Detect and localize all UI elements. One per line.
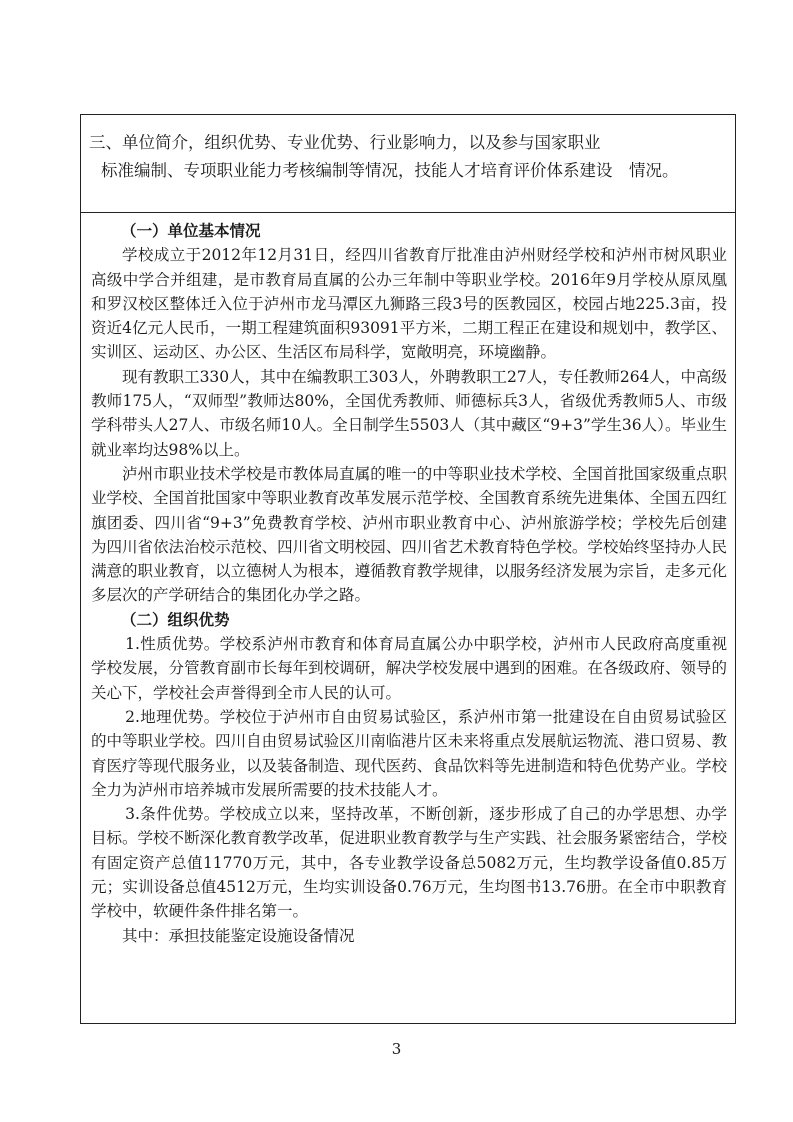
section-1-paragraph-3: 泸州市职业技术学校是市教体局直属的唯一的中等职业技术学校、全国首批国家级重点职业学校、全国首批国家中等职业教育改革发展示范学校、全国教育系统先进集体、全国五四红旗团委、四川省“9+3”免费教育学校、泸州市职业教育中心、泸州旅游学校；学校先后创建为四川省依法治校示范校、四川省文明校园、四川省艺术教育特色学校。学校始终坚持办人民满意的职业教育，以立德树人为根本，遵循教育教学规律，以服务经济发展为宗旨，走多元化多层次的产学研结合的集团化办学之路。	[91, 464, 727, 605]
section-1-paragraph-1: 学校成立于2012年12月31日，经四川省教育厅批准由泸州财经学校和泸州市树风职业高级中学合并组建，是市教育局直属的公办三年制中等职业学校。2016年9月学校从原凤凰和罗汉校区整体迁入位于泸州市龙马潭区九狮路三段3号的医教园区，校园占地225.3亩，投资近4亿元人民币，一期工程建筑面积93091平方米，二期工程正在建设和规划中，教学区、实训区、运动区、办公区、生活区布局科学，宽敞明亮，环境幽静。	[91, 246, 727, 362]
document-table	[80, 114, 736, 1024]
page-number: 3	[391, 1040, 402, 1058]
section-2-paragraph-3: 3.条件优势。学校成立以来，坚持改革，不断创新，逐步形成了自己的办学思想、办学目标。学校不断深化教育教学改革，促进职业教育教学与生产实践、社会服务紧密结合，学校有固定资产总值11770万元，其中，各专业教学设备总5082万元，生均教学设备值0.85万元；实训设备总值4512万元，生均实训设备0.76万元，生均图书13.76册。在全市中职教育学校中，软硬件条件排名第一。	[91, 805, 727, 921]
section-1-paragraph-2: 现有教职工330人，其中在编教职工303人，外聘教职工27人，专任教师264人，中高级教师175人，“双师型”教师达80%，全国优秀教师、师德标兵3人，省级优秀教师5人、市级学科带头人27人、市级名师10人。全日制学生5503人（其中藏区“9+3”学生36人）。毕业生就业率均达98%以上。	[91, 367, 727, 459]
section-body-cell	[81, 219, 735, 1023]
header-line-2: 标准编制、专项职业能力考核编制等情况，技能人才培育评价体系建设 情况。	[101, 161, 679, 180]
header-line-1: 三、单位简介，组织优势、专业优势、行业影响力，以及参与国家职业	[89, 133, 601, 152]
section-1-title: （一）单位基本情况	[121, 221, 261, 240]
section-2-paragraph-4: 其中：承担技能鉴定设施设备情况	[122, 926, 355, 945]
section-2-paragraph-2: 2.地理优势。学校位于泸州市自由贸易试验区，系泸州市第一批建设在自由贸易试验区的中等职业学校。四川自由贸易试验区川南临港片区未来将重点发展航运物流、港口贸易、教育医疗等现代服务业，以及装备制造、现代医药、食品饮料等先进制造和特色优势产业。学校全力为泸州市培养城市发展所需要的技术技能人才。	[91, 707, 727, 799]
section-header-cell	[81, 115, 735, 213]
section-2-title: （二）组织优势	[121, 609, 230, 629]
section-2-paragraph-1: 1.性质优势。学校系泸州市教育和体育局直属公办中职学校，泸州市人民政府高度重视学校发展，分管教育副市长每年到校调研，解决学校发展中遇到的困难。在各级政府、领导的关心下，学校社会声誉得到全市人民的认可。	[91, 635, 727, 702]
